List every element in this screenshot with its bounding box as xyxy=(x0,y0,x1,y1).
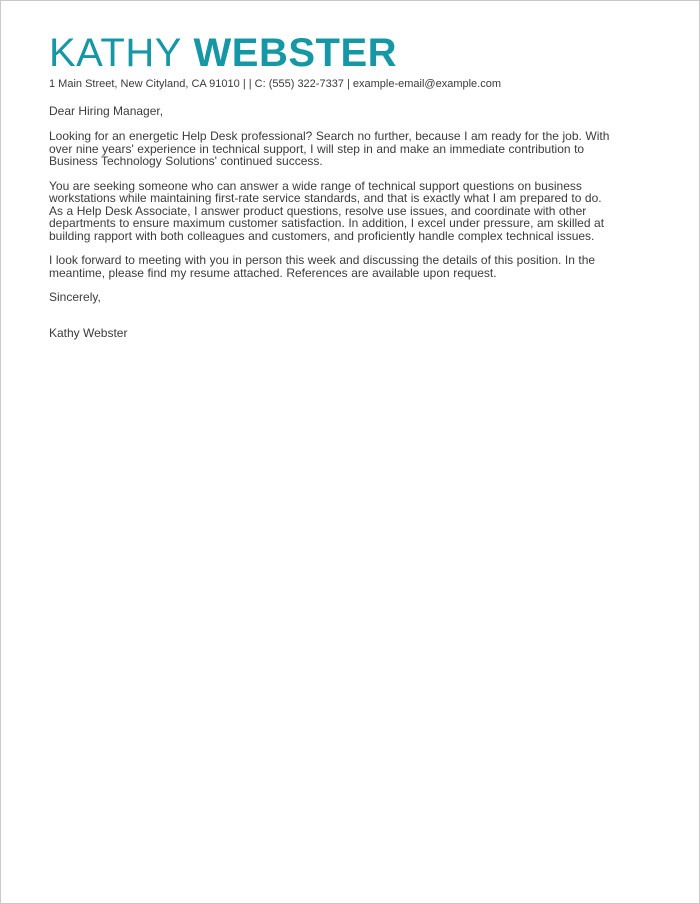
paragraph-line: over nine years' experience in technical support, I will step in and make an immediate contribution to xyxy=(49,141,585,156)
paragraph-line: Business Technology Solutions' continued success. xyxy=(49,154,323,168)
paragraph-line: meantime, please find my resume attached. References are available upon request. xyxy=(49,265,497,280)
name-first: KATHY xyxy=(49,31,182,75)
paragraph-line: As a Help Desk Associate, I answer product questions, resolve use issues, and coordinate with other xyxy=(49,203,587,218)
paragraph-line: You are seeking someone who can answer a wide range of technical support questions on business xyxy=(49,178,582,193)
closing: Sincerely, xyxy=(49,290,101,304)
paragraph-line: building rapport with both colleagues and customers, and proficiently handle complex technical issues. xyxy=(49,228,595,243)
paragraph-line: departments to ensure maximum customer satisfaction. In addition, I excel under pressure, am skilled at xyxy=(49,216,605,230)
contact-line: 1 Main Street, New Cityland, CA 91010 | | C: (555) 322-7337 | example-email@example.com xyxy=(49,78,502,90)
paragraph-line: Looking for an energetic Help Desk professional? Search no further, because I am ready for the job. With xyxy=(49,129,610,143)
name-last: WEBSTER xyxy=(193,31,398,75)
greeting: Dear Hiring Manager, xyxy=(49,104,164,118)
paragraph-qualifications xyxy=(49,180,649,243)
signature-name: Kathy Webster xyxy=(49,326,128,340)
applicant-name xyxy=(49,31,649,75)
letter-content xyxy=(49,31,649,340)
paragraph-line: I look forward to meeting with you in person this week and discussing the details of this position. In the xyxy=(49,253,596,267)
paragraph-closing xyxy=(49,254,649,279)
paragraph-line: workstations while maintaining first-rate service standards, and that is exactly what I am prepared to do. xyxy=(49,191,602,205)
paragraph-intro xyxy=(49,130,649,168)
